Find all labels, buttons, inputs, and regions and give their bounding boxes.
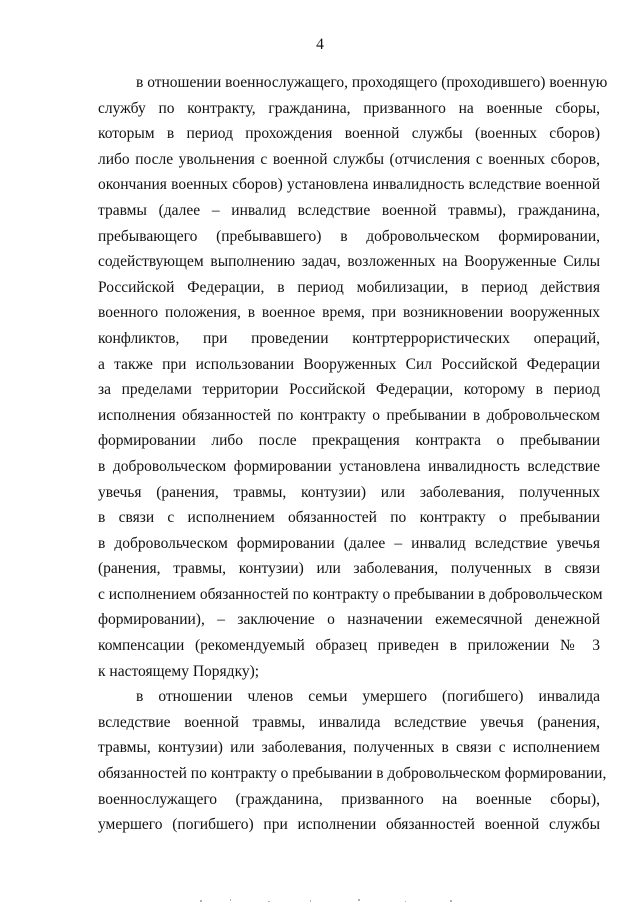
paragraph-1-line-7: пребывающего (пребывавшего) в добровольческом формировании, [98,227,600,245]
scan-artifact-marks [190,895,490,905]
page-number: 4 [316,36,324,53]
paragraph-1-line-10: военного положения, в военное время, при возникновении вооруженных [98,304,600,322]
paragraph-1-line-16: в добровольческом формировании установлена инвалидность вследствие [98,457,600,475]
paragraph-2-line-3: травмы, контузии) или заболевания, полученных в связи с исполнением [98,739,600,757]
paragraph-1-line-21: с исполнением обязанностей по контракту о пребывании в добровольческом [98,585,603,603]
paragraph-1-line-18: в связи с исполнением обязанностей по контракту о пребывании [98,509,600,527]
paragraph-2-line-5: военнослужащего (гражданина, призванного на военные сборы), [98,790,600,808]
paragraph-2-line-1: в отношении членов семьи умершего (погибшего) инвалида [136,688,600,706]
paragraph-1-line-12: а также при использовании Вооруженных Сил Российской Федерации [98,355,600,373]
paragraph-1-line-15: формировании либо после прекращения контракта о пребывании [98,432,600,450]
paragraph-1-line-24: к настоящему Порядку); [98,662,260,680]
paragraph-1-line-23: компенсации (рекомендуемый образец приведен в приложении № 3 [98,637,600,655]
paragraph-1-line-11: конфликтов, при проведении контртеррористических операций, [98,329,600,347]
document-body [98,70,608,838]
paragraph-1-line-19: в добровольческом формировании (далее – инвалид вследствие увечья [98,534,600,552]
paragraph-1-line-4: либо после увольнения с военной службы (отчисления с военных сборов, [98,150,600,168]
paragraph-2-line-2: вследствие военной травмы, инвалида вследствие увечья (ранения, [98,713,600,731]
paragraph-1-line-22: формировании), – заключение о назначении ежемесячной денежной [98,611,600,629]
paragraph-2-line-4: обязанностей по контракту о пребывании в добровольческом формировании, [98,765,607,783]
paragraph-1-line-13: за пределами территории Российской Федерации, которому в период [98,381,600,399]
paragraph-1-line-20: (ранения, травмы, контузии) или заболевания, полученных в связи [98,560,600,578]
paragraph-1-line-5: окончания военных сборов) установлена инвалидность вследствие военной [98,176,600,194]
paragraph-1-line-17: увечья (ранения, травмы, контузии) или заболевания, полученных [98,483,600,501]
paragraph-1-line-9: Российской Федерации, в период мобилизации, в период действия [98,278,600,296]
paragraph-2-line-6: умершего (погибшего) при исполнении обязанностей военной службы [98,816,600,834]
paragraph-1-line-8: содействующем выполнению задач, возложенных на Вооруженные Силы [98,253,600,271]
paragraph-1-line-6: травмы (далее – инвалид вследствие военной травмы), гражданина, [98,201,600,219]
paragraph-1-line-14: исполнения обязанностей по контракту о пребывании в добровольческом [98,406,600,424]
paragraph-1-line-1: в отношении военнослужащего, проходящего (проходившего) военную [136,74,608,91]
paragraph-1-line-2: службу по контракту, гражданина, призванного на военные сборы, [98,99,600,117]
paragraph-1-line-3: которым в период прохождения военной службы (военных сборов) [98,125,600,143]
